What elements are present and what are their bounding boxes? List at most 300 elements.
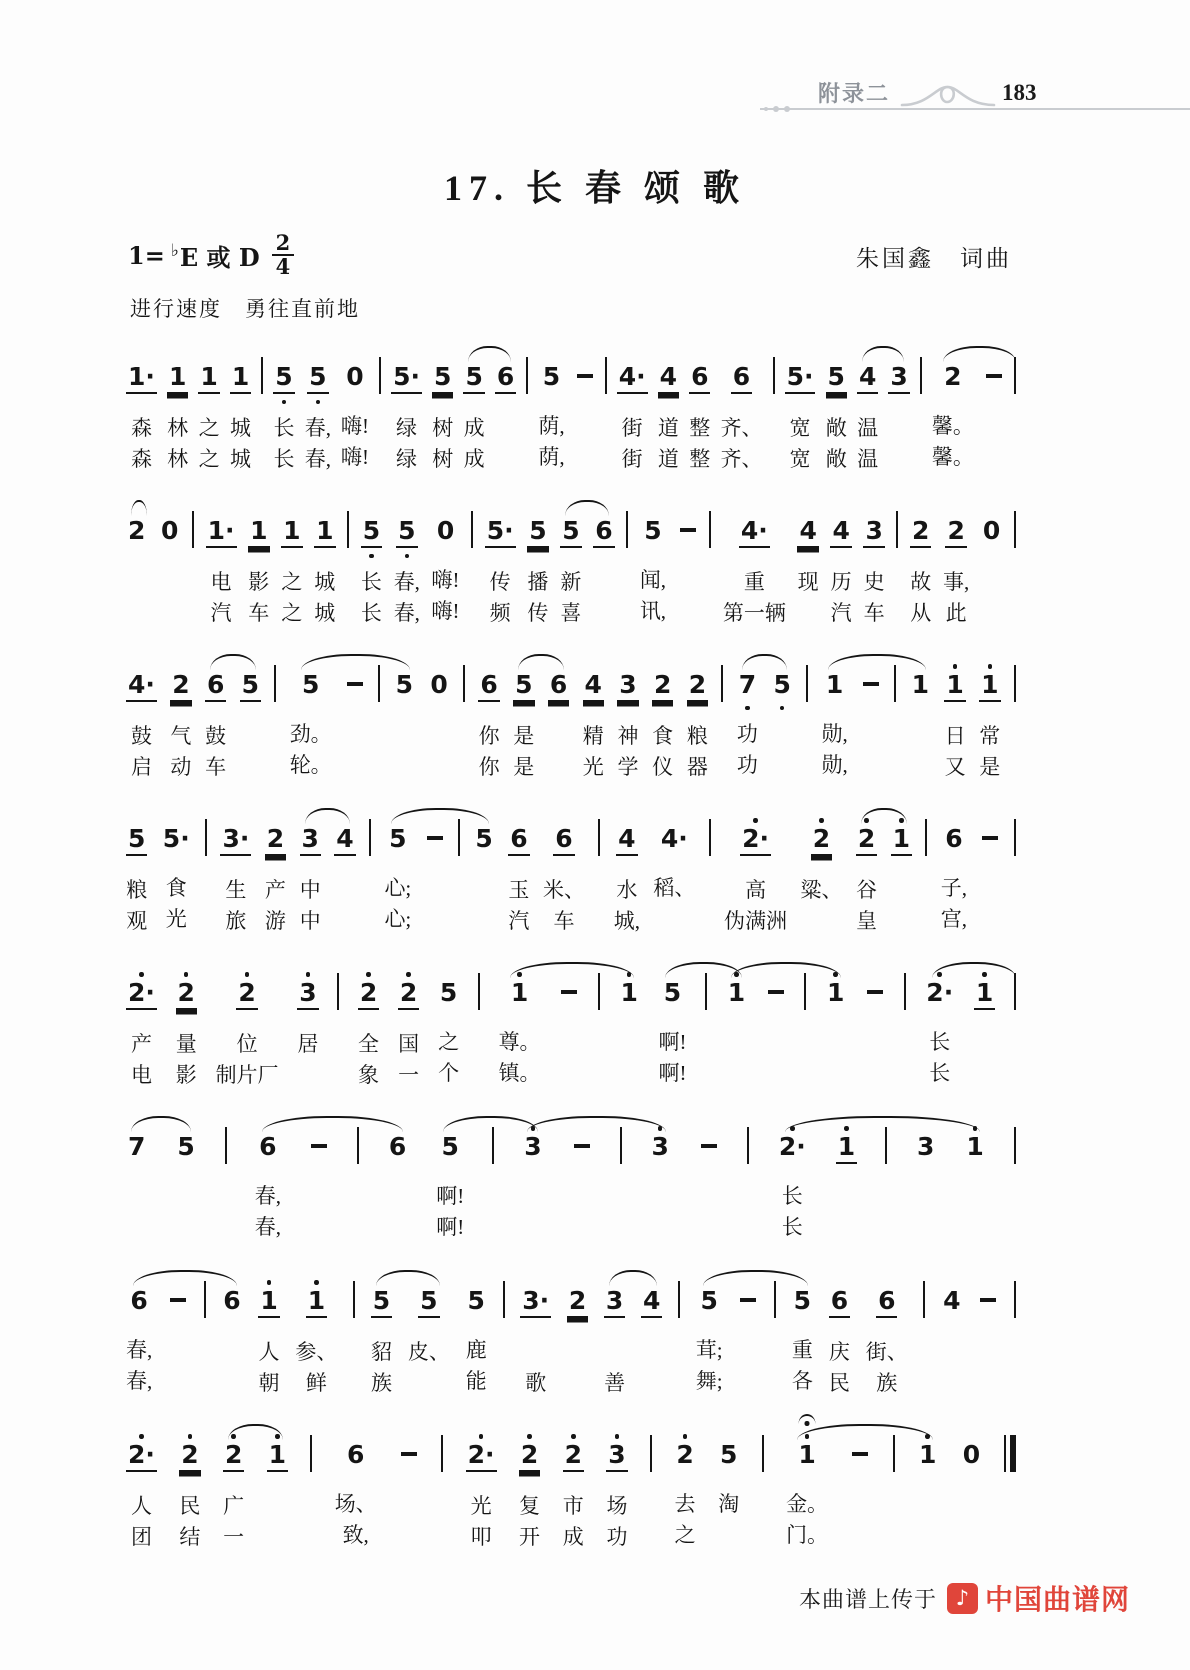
note: 1 (964, 1119, 985, 1243)
key-prefix: 1= (128, 240, 165, 270)
barline (337, 965, 339, 1082)
lyric-syllable: 绿 (396, 416, 418, 440)
lyric-syllable: 各 (791, 1369, 813, 1393)
lyric-syllable: 广 (223, 1494, 245, 1518)
lyric-syllable: 镇。 (498, 1061, 541, 1085)
note: 6 米、 车 (543, 811, 585, 937)
lyric-syllable: 国 (398, 1032, 420, 1056)
note: 2 故 从 (910, 503, 931, 629)
note: 5 (240, 657, 261, 783)
system-1 (126, 336, 1016, 475)
lyric-syllable: 仪 (652, 755, 674, 779)
note: 5 树 树 (432, 349, 453, 475)
lyric-syllable: 宽 (789, 447, 811, 471)
fermata-icon (799, 1414, 816, 1426)
lyric-syllable: 春, (126, 1338, 153, 1362)
note: 4· 鼓 启 (126, 657, 157, 783)
lyric-syllable: 之 (438, 1030, 460, 1054)
lyric-syllable: 成 (463, 416, 485, 440)
note: 2 (567, 1273, 588, 1399)
note: 4 历 汽 (830, 503, 851, 629)
lyric-syllable: 游 (264, 909, 286, 933)
lyric-syllable: 族 (876, 1371, 898, 1395)
dash (168, 1273, 188, 1378)
lyric-syllable: 常 (979, 724, 1001, 748)
barline (1014, 657, 1016, 774)
lyric-syllable: 团 (130, 1525, 152, 1549)
flourish-icon (900, 81, 996, 114)
lyric-syllable: 功 (736, 722, 758, 746)
note: 5 (771, 657, 792, 781)
lyric-syllable: 整 (689, 416, 711, 440)
lyric-syllable: 复 (519, 1494, 541, 1518)
lyric-syllable: 貂 (370, 1340, 392, 1364)
lyric-syllable: 城 (314, 601, 336, 625)
note: 2 广 一 (223, 1427, 244, 1553)
lyric-syllable: 开 (519, 1525, 541, 1549)
note: 1· 森 森 (126, 349, 157, 475)
lyric-syllable: 叩 (470, 1525, 492, 1549)
final-barline (1004, 1427, 1016, 1544)
note: 2 量 影 (176, 965, 197, 1091)
lyric-syllable: 门。 (786, 1523, 829, 1547)
barline (894, 657, 896, 774)
note: 7 (128, 1132, 146, 1161)
flat-sign: ♭ (170, 241, 179, 261)
note: 6 (593, 503, 614, 629)
lyric-syllable: 鲜 (305, 1371, 327, 1395)
lyric-syllable: 齐、 (720, 416, 763, 440)
lyric-syllable: 啊! (436, 1184, 465, 1208)
lyric-syllable: 高 (745, 878, 767, 902)
note: 3 (650, 1119, 671, 1243)
lyric-syllable: 之 (674, 1523, 696, 1547)
barline (762, 1427, 764, 1544)
note: 5 荫, 荫, (538, 349, 564, 473)
lyric-syllable: 林 (167, 447, 189, 471)
note: 5· 食 光 (161, 811, 192, 935)
lyric-syllable: 民 (179, 1494, 201, 1518)
lyric-syllable: 荫, (538, 414, 565, 438)
lyric-syllable: 位 (236, 1032, 258, 1056)
barline (605, 349, 607, 466)
note: 5 春, 春, (305, 349, 331, 475)
note: 6 玉 汽 (508, 811, 529, 937)
lyric-syllable: 之 (198, 416, 220, 440)
lyric-syllable: 居 (297, 1032, 319, 1056)
lyric-syllable: 水 (616, 878, 638, 902)
lyric-syllable: 米、 (542, 878, 585, 902)
lyric-syllable: 舞; (695, 1369, 723, 1393)
dash (865, 965, 885, 1070)
barline (261, 349, 263, 466)
site-name: 中国曲谱网 (984, 1583, 1130, 1616)
barline (471, 503, 473, 620)
note: 0 (982, 516, 1001, 545)
note: 4 (334, 811, 355, 937)
note: 6 (495, 349, 516, 475)
note: 4 (943, 1286, 961, 1315)
lyric-syllable: 森 (130, 447, 152, 471)
lyric-syllable: 粮 (686, 724, 708, 748)
lyric-syllable: 街 (621, 416, 643, 440)
lyric-syllable: 长 (360, 601, 382, 625)
note: 3 善 (604, 1273, 625, 1399)
barline (379, 349, 381, 466)
lyric-syllable: 车 (205, 755, 227, 779)
footer-watermark (799, 1578, 1130, 1618)
barline (896, 503, 898, 620)
system-4 (126, 798, 1016, 937)
lyric-syllable: 器 (686, 755, 708, 779)
lyric-syllable: 森 (130, 416, 152, 440)
lyric-syllable: 嗨! (341, 414, 369, 438)
lyric-syllable: 生 (225, 878, 247, 902)
barline (705, 965, 707, 1082)
key-names: E 或 D (179, 242, 260, 272)
note: 5· 传 频 (485, 503, 516, 629)
dash (766, 965, 786, 1070)
lyric-syllable: 新 (560, 570, 582, 594)
lyric-syllable: 族 (370, 1371, 392, 1395)
note: 1 影 车 (248, 503, 269, 629)
lyric-syllable: 成 (562, 1525, 584, 1549)
lyric-syllable: 参、 (295, 1340, 338, 1364)
barline (310, 1427, 312, 1544)
note: 3· 生 旅 (220, 811, 251, 937)
note: 6 (223, 1286, 241, 1315)
barline (893, 1427, 895, 1544)
lyric-syllable: 敞 (825, 447, 847, 471)
note: 5 新 喜 (560, 503, 581, 629)
lyric-syllable: 市 (562, 1494, 584, 1518)
note: 5 茸; 舞; (696, 1273, 723, 1397)
lyric-syllable: 城 (314, 570, 336, 594)
note: 2 馨。 馨。 (932, 349, 974, 473)
note: 2· 光 叩 (466, 1427, 497, 1553)
lyric-syllable: 齐、 (720, 447, 763, 471)
lyric-syllable: 功 (736, 753, 758, 777)
note: 2 粮 器 (687, 657, 708, 783)
lyric-syllable: 影 (248, 570, 270, 594)
barline (598, 965, 600, 1082)
dash (678, 503, 698, 608)
lyric-syllable: 茸; (695, 1338, 723, 1362)
note: 0 嗨! 嗨! (432, 503, 460, 627)
barline (369, 811, 371, 928)
note: 1 参、 鲜 (295, 1273, 337, 1399)
note: 2 食 仪 (652, 657, 673, 783)
key-signature (128, 232, 294, 278)
note: 4· 稻、 (653, 811, 695, 935)
slur-arc (262, 1116, 403, 1132)
barline (709, 503, 711, 620)
barline (904, 965, 906, 1082)
barline (441, 1427, 443, 1544)
dash (572, 1119, 592, 1224)
lyric-syllable: 粱、 (800, 878, 843, 902)
lyric-syllable: 学 (617, 755, 639, 779)
lyric-syllable: 街 (621, 447, 643, 471)
note: 6 鼓 车 (205, 657, 226, 783)
lyric-syllable: 嗨! (431, 599, 460, 623)
note: 5 成 成 (463, 349, 484, 475)
score (126, 336, 1016, 1568)
note: 5 心; 心; (384, 811, 411, 935)
lyric-syllable: 伪满洲 (724, 909, 788, 933)
lyric-syllable: 是 (513, 724, 535, 748)
lyric-syllable: 嗨! (341, 445, 369, 469)
note: 0 (161, 516, 179, 545)
note: 6 你 你 (478, 657, 499, 783)
site-logo-icon: ♪ (947, 1583, 978, 1614)
note: 1 林 林 (167, 349, 188, 475)
dash (399, 1427, 419, 1532)
note: 6 整 整 (689, 349, 710, 475)
lyric-syllable: 是 (979, 755, 1001, 779)
lyric-syllable: 量 (175, 1032, 197, 1056)
time-signature (272, 232, 295, 278)
note: 5 啊! 啊! (436, 1119, 464, 1243)
lyric-syllable: 民 (828, 1371, 850, 1395)
note: 1 之 之 (281, 503, 302, 629)
note: 3· 歌 (520, 1273, 551, 1399)
dash (309, 1119, 329, 1224)
barline (503, 1273, 505, 1390)
lyric-syllable: 善 (604, 1371, 626, 1395)
lyric-syllable: 鼓 (205, 724, 227, 748)
barline (923, 1273, 925, 1390)
barline (1014, 349, 1016, 466)
note: 3 (522, 1119, 543, 1243)
note: 2 (128, 516, 146, 545)
barline (378, 657, 380, 774)
note: 2 产 游 (265, 811, 286, 937)
lyric-syllable: 庆 (828, 1340, 850, 1364)
lyric-syllable: 街、 (865, 1340, 908, 1364)
note: 1 日 又 (944, 657, 965, 783)
barline (225, 1119, 227, 1236)
note: 3 (917, 1132, 935, 1161)
lyric-syllable: 场、 (334, 1492, 377, 1516)
lyric-syllable: 场 (606, 1494, 628, 1518)
note: 2 气 动 (170, 657, 191, 783)
note: 4· 街 街 (617, 349, 648, 475)
lyric-syllable: 春, (254, 1215, 281, 1239)
note: 2 全 象 (358, 965, 379, 1091)
lyric-syllable: 粮 (126, 878, 148, 902)
barline (458, 811, 460, 928)
dash (425, 811, 445, 916)
lyric-syllable: 传 (489, 570, 511, 594)
note: 6 场、 致, (335, 1427, 377, 1551)
system-5 (126, 952, 1016, 1091)
dash (984, 349, 1004, 454)
lyric-syllable: 淘 (718, 1492, 740, 1516)
lyric-syllable: 全 (358, 1032, 380, 1056)
note: 1 (974, 965, 995, 1091)
lyric-syllable: 史 (863, 570, 885, 594)
lyric-syllable: 历 (830, 570, 852, 594)
lyric-syllable: 城 (230, 447, 252, 471)
lyric-syllable: 结 (179, 1525, 201, 1549)
lyric-syllable: 长 (273, 447, 295, 471)
lyric-syllable: 宽 (789, 416, 811, 440)
note: 1 (618, 965, 639, 1089)
lyric-syllable: 神 (617, 724, 639, 748)
lyric-syllable: 馨。 (931, 414, 974, 438)
lyric-syllable: 闻, (639, 568, 667, 592)
dash (980, 811, 1000, 916)
note: 6 街、 族 (866, 1273, 908, 1399)
lyric-syllable: 第一辆 (722, 601, 786, 625)
note: 4 温 温 (857, 349, 878, 475)
note: 5 淘 (718, 1427, 739, 1551)
lyric-syllable: 春, (126, 1369, 153, 1393)
lyric-syllable: 能 (465, 1369, 487, 1393)
lyric-syllable: 此 (945, 601, 967, 625)
lyric-syllable: 道 (657, 447, 679, 471)
lyric-syllable: 个 (438, 1061, 460, 1085)
note: 4· 重 第一辆 (723, 503, 786, 629)
note: 4 精 光 (583, 657, 604, 783)
page-header (760, 76, 1190, 110)
note: 3 中 中 (300, 811, 321, 937)
lyric-syllable: 城, (613, 909, 640, 933)
note: 2 位 制片厂 (216, 965, 279, 1091)
lyric-syllable: 频 (489, 601, 511, 625)
barline (463, 657, 465, 774)
note: 2· 高 伪满洲 (724, 811, 787, 937)
footer-prefix: 本曲谱上传于 (798, 1586, 937, 1612)
lyric-syllable: 观 (126, 909, 148, 933)
barline (721, 657, 723, 774)
lyric-syllable: 谷 (856, 878, 878, 902)
barline (925, 811, 927, 928)
lyric-syllable: 从 (910, 601, 932, 625)
note: 2· 产 电 (126, 965, 157, 1091)
lyric-syllable: 树 (432, 416, 454, 440)
note: 2· 长 长 (777, 1119, 808, 1243)
note: 2 民 结 (179, 1427, 200, 1553)
lyric-syllable: 宫, (940, 907, 968, 931)
note: 2 去 之 (674, 1427, 695, 1551)
lyric-syllable: 光 (165, 907, 187, 931)
dash (850, 1427, 870, 1532)
note: 5 (395, 670, 414, 699)
lyric-syllable: 是 (513, 755, 535, 779)
lyric-syllable: 致, (342, 1523, 369, 1547)
lyric-syllable: 之 (281, 601, 303, 625)
note: 7 功 功 (737, 657, 758, 781)
note: 1 (911, 670, 930, 699)
dash (861, 657, 881, 762)
lyric-syllable: 春, (393, 601, 420, 625)
barline (773, 349, 775, 466)
dash (699, 1119, 719, 1224)
lyric-syllable: 嗨! (431, 568, 460, 592)
barline (478, 965, 480, 1082)
lyric-syllable: 电 (130, 1063, 152, 1087)
lyric-syllable: 启 (130, 755, 152, 779)
dash (559, 965, 579, 1070)
lyric-syllable: 勋, (821, 722, 848, 746)
meter-numerator: 2 (272, 232, 295, 256)
lyric-syllable: 传 (527, 601, 549, 625)
lyric-syllable: 啊! (658, 1061, 687, 1085)
lyric-syllable: 长 (929, 1061, 951, 1085)
system-3 (126, 644, 1016, 783)
barline (885, 1119, 887, 1236)
barline (1014, 1273, 1016, 1390)
note: 2 事, 此 (943, 503, 969, 629)
barline (626, 503, 628, 620)
lyric-syllable: 制片厂 (215, 1063, 279, 1087)
lyric-syllable: 稻、 (653, 876, 696, 900)
note: 3 史 车 (863, 503, 884, 629)
lyric-syllable: 子, (940, 876, 968, 900)
lyric-syllable: 绿 (396, 447, 418, 471)
lyric-syllable: 温 (857, 416, 879, 440)
lyric-syllable: 产 (264, 878, 286, 902)
lyric-syllable: 鼓 (130, 724, 152, 748)
note: 4 水 城, (614, 811, 640, 937)
meter-denominator: 4 (275, 254, 291, 279)
lyric-syllable: 功 (606, 1525, 628, 1549)
note: 2· 人 团 (126, 1427, 157, 1553)
lyric-syllable: 动 (170, 755, 192, 779)
lyric-syllable: 又 (944, 755, 966, 779)
barline (1014, 811, 1016, 928)
header-dots-decoration (764, 106, 795, 112)
lyric-syllable: 中 (299, 909, 321, 933)
note: 2 粱、 (800, 811, 842, 937)
lyric-syllable: 皇 (856, 909, 878, 933)
note: 1 勋, 勋, (821, 657, 847, 781)
lyric-syllable: 林 (167, 416, 189, 440)
barline (598, 811, 600, 928)
note: 5 啊! 啊! (658, 965, 686, 1089)
note: 4 现 (797, 503, 818, 629)
lyric-syllable: 啊! (658, 1030, 687, 1054)
barline (492, 1119, 494, 1236)
appendix-label: 附录二 (818, 81, 891, 106)
dash (978, 1273, 998, 1378)
note: 1 (267, 1427, 288, 1553)
system-2 (126, 490, 1016, 629)
lyric-syllable: 讯, (639, 599, 667, 623)
note: 1 城 城 (314, 503, 335, 629)
note: 1 金。 门。 (786, 1427, 828, 1551)
dash (345, 657, 365, 762)
lyric-syllable: 春, (304, 416, 331, 440)
note: 5 皮、 (408, 1273, 450, 1399)
note: 5 (177, 1132, 195, 1161)
note: 5 重 各 (792, 1273, 813, 1397)
lyric-syllable: 心; (384, 907, 412, 931)
note: 3 场 功 (606, 1427, 627, 1553)
note: 6 子, 宫, (941, 811, 967, 935)
lyric-syllable: 光 (470, 1494, 492, 1518)
note: 1· 电 汽 (206, 503, 237, 629)
lyric-syllable: 整 (689, 447, 711, 471)
lyric-syllable: 食 (652, 724, 674, 748)
lyric-syllable: 汽 (210, 601, 232, 625)
barline (678, 1273, 680, 1390)
dash (575, 349, 595, 454)
lyric-syllable: 车 (863, 601, 885, 625)
lyric-syllable: 春, (254, 1184, 281, 1208)
